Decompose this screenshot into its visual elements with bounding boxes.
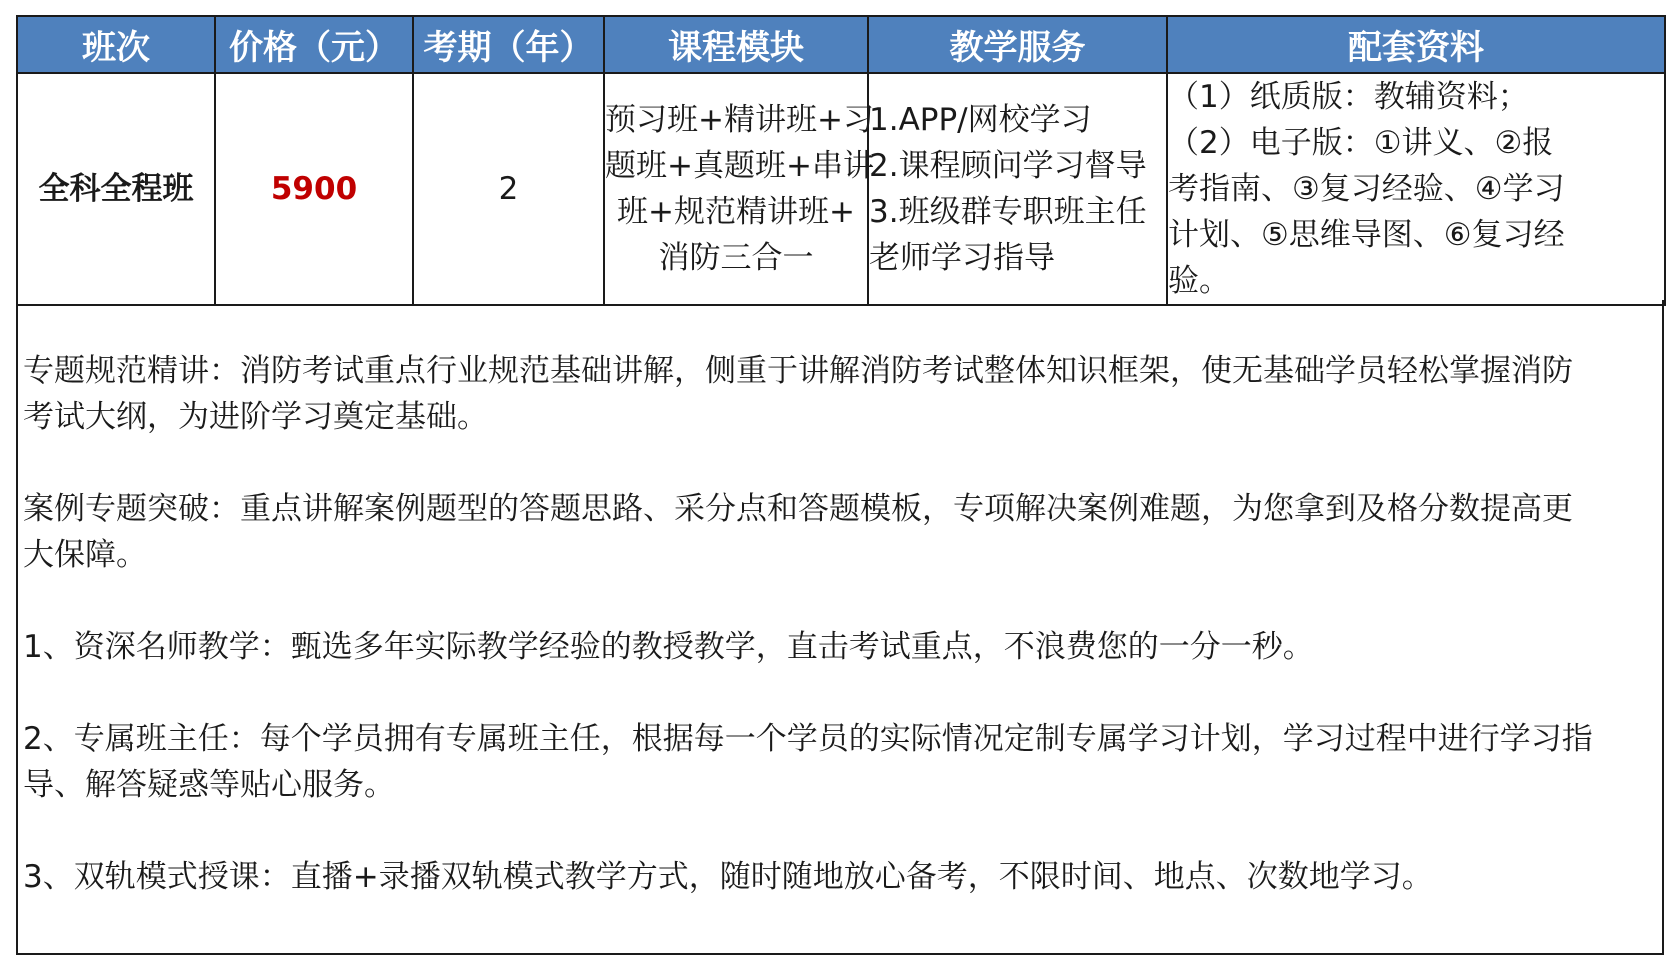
teaching-service-cell [868, 73, 1167, 305]
description-box [16, 300, 1664, 955]
price-cell: 5900 [215, 73, 413, 305]
table-row [17, 73, 1665, 305]
materials-cell [1167, 73, 1665, 305]
header-materials: 配套资料 [1167, 16, 1665, 73]
class-name-cell: 全科全程班 [17, 73, 215, 305]
header-class: 班次 [17, 16, 215, 73]
course-table [16, 15, 1666, 306]
description-line: 案例专题突破：重点讲解案例题型的答题思路、采分点和答题模板，专项解决案例难题，为您拿到及格分数提高更 [23, 491, 1573, 527]
description-paragraph [23, 624, 1662, 670]
description-paragraph [23, 716, 1662, 808]
description-paragraph [23, 486, 1662, 578]
description-line: 大保障。 [23, 537, 147, 573]
description-line: 1、资深名师教学：甄选多年实际教学经验的教授教学，直击考试重点，不浪费您的一分一秒。 [23, 629, 1314, 665]
description-line: 3、双轨模式授课：直播+录播双轨模式教学方式，随时随地放心备考，不限时间、地点、次数地学习。 [23, 859, 1433, 895]
description-line: 导、解答疑惑等贴心服务。 [23, 767, 395, 803]
header-price: 价格（元） [215, 16, 413, 73]
header-course-module: 课程模块 [604, 16, 868, 73]
material-line: 验。 [1168, 263, 1230, 299]
module-line: 班+规范精讲班+ [617, 194, 855, 230]
course-module-cell [604, 73, 874, 305]
material-line: 考指南、③复习经验、④学习 [1168, 171, 1565, 207]
module-line: 消防三合一 [658, 240, 814, 276]
service-line: 老师学习指导 [869, 240, 1055, 276]
service-line: 2.课程顾问学习督导 [869, 148, 1147, 184]
description-line: 2、专属班主任：每个学员拥有专属班主任，根据每一个学员的实际情况定制专属学习计划，学习过程中进行学习指 [23, 721, 1593, 757]
service-line: 3.班级群专职班主任 [869, 194, 1147, 230]
description-paragraph [23, 854, 1662, 900]
module-line: 题班+真题班+串讲 [605, 148, 874, 184]
material-line: （2）电子版：①讲义、②报 [1168, 125, 1554, 161]
module-line: 预习班+精讲班+习 [605, 102, 874, 138]
service-line: 1.APP/网校学习 [869, 102, 1092, 138]
exam-period-cell: 2 [413, 73, 604, 305]
material-line: 计划、⑤思维导图、⑥复习经 [1168, 217, 1565, 253]
description-line: 考试大纲，为进阶学习奠定基础。 [23, 399, 488, 435]
description-line: 专题规范精讲：消防考试重点行业规范基础讲解，侧重于讲解消防考试整体知识框架，使无基础学员轻松掌握消防 [23, 353, 1573, 389]
description-paragraph [23, 348, 1662, 440]
header-row [17, 16, 1665, 73]
header-teaching-service: 教学服务 [868, 16, 1167, 73]
header-exam-period: 考期（年） [413, 16, 604, 73]
material-line: （1）纸质版：教辅资料； [1168, 79, 1529, 115]
